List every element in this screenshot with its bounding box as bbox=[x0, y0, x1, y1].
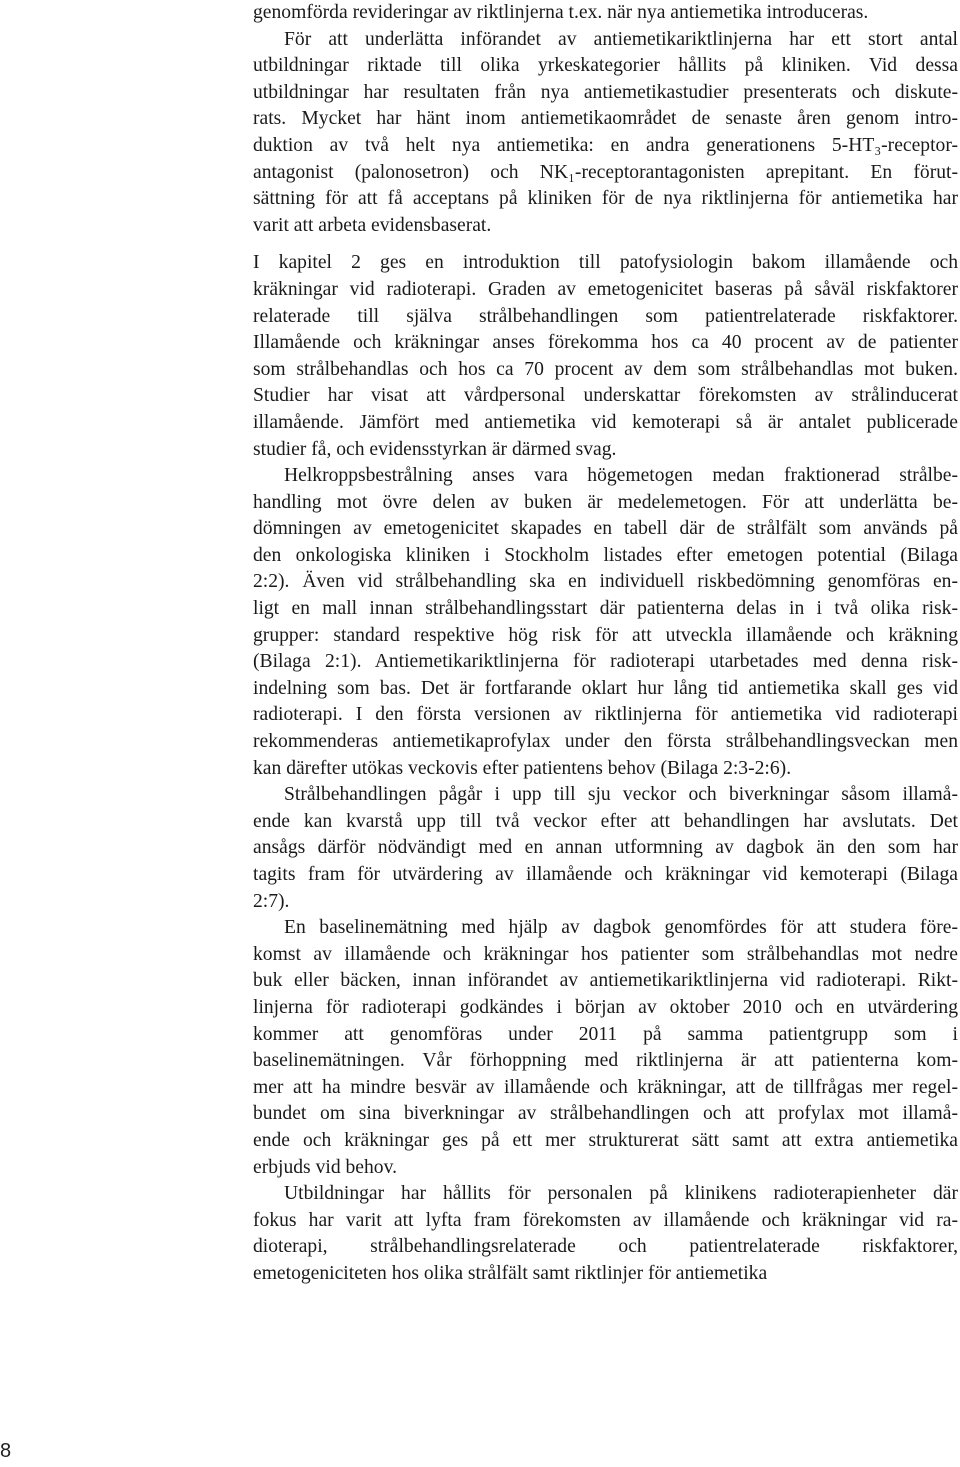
text-line: rekommenderas antiemetikaprofylax under den första strålbehandlingsveckan men bbox=[253, 731, 958, 753]
text-line: ansågs därför nödvändigt med en annan utformning av dagbok än den som har bbox=[253, 837, 958, 859]
paragraph bbox=[253, 915, 958, 1181]
paragraph bbox=[253, 463, 958, 782]
text-line: kommer att genomföras under 2011 på samma patientgrupp som i bbox=[253, 1023, 958, 1045]
text-line: dömningen av emetogenicitet skapades en tabell där de strålfält som används på bbox=[253, 518, 958, 540]
text-line: indelning som bas. Det är fortfarande oklart hur lång tid antiemetika skall ges vid bbox=[253, 677, 958, 699]
text-line: En baselinemätning med hjälp av dagbok genomfördes för att studera före- bbox=[284, 917, 958, 939]
text-line: handling mot övre delen av buken är medelemetogen. För att underlätta be- bbox=[253, 491, 958, 513]
paragraph bbox=[253, 1181, 958, 1287]
text-line: 2:7). bbox=[253, 890, 290, 912]
text-line: ende kan kvarstå upp till två veckor efter att behandlingen har avslutats. Det bbox=[253, 810, 958, 832]
paragraph bbox=[253, 250, 958, 463]
text-line: kräkningar vid radioterapi. Graden av emetogenicitet baseras på såväl riskfaktorer bbox=[253, 278, 958, 300]
text-line: ende och kräkningar ges på ett mer strukturerat sätt samt att extra antiemetika bbox=[253, 1129, 958, 1151]
text-line: fokus har varit att lyfta fram förekomsten av illamående och kräkningar vid ra- bbox=[253, 1209, 958, 1231]
text-line: duktion av två helt nya antiemetika: en andra generationens 5-HT₃-receptor- bbox=[253, 134, 958, 156]
document-body bbox=[253, 0, 958, 1288]
text-line: den onkologiska kliniken i Stockholm listades efter emetogen potential (Bilaga bbox=[253, 544, 958, 566]
text-line: Illamående och kräkningar anses förekomma hos ca 40 procent av de patienter bbox=[253, 332, 958, 354]
text-column bbox=[253, 0, 958, 1288]
text-line: utbildningar har resultaten från nya antiemetikastudier presenterats och diskute- bbox=[253, 81, 958, 103]
text-line: Utbildningar har hållits för personalen på klinikens radioterapienheter där bbox=[284, 1183, 958, 1205]
text-line: kan därefter utökas veckovis efter patientens behov (Bilaga 2:3-2:6). bbox=[253, 757, 792, 779]
text-line: (Bilaga 2:1). Antiemetikariktlinjerna för radioterapi utarbetades med denna risk- bbox=[253, 651, 958, 673]
text-line: Strålbehandlingen pågår i upp till sju veckor och biverkningar såsom illamå- bbox=[284, 784, 958, 806]
text-line: tagits fram för utvärdering av illamående och kräkningar vid kemoterapi (Bilaga bbox=[253, 864, 958, 885]
text-line: relaterade till själva strålbehandlingen som patientrelaterade riskfaktorer. bbox=[253, 305, 958, 327]
text-line: utbildningar riktade till olika yrkeskategorier hållits på kliniken. Vid dessa bbox=[253, 55, 958, 77]
text-line: antagonist (palonosetron) och NK₁-receptorantagonisten aprepitant. En förut- bbox=[253, 161, 958, 183]
page-number: 8 bbox=[0, 1440, 12, 1462]
text-line: grupper: standard respektive hög risk för att utveckla illamående och kräkning bbox=[253, 624, 958, 646]
text-line: I kapitel 2 ges en introduktion till patofysiologin bakom illamående och bbox=[253, 252, 958, 274]
paragraph bbox=[253, 0, 958, 27]
text-line: ligt en mall innan strålbehandlingsstart där patienterna delas in i två olika risk- bbox=[253, 598, 958, 620]
text-line: 2:2). Även vid strålbehandling ska en individuell riskbedömning genomföras en- bbox=[253, 571, 958, 593]
text-line: sättning för att få acceptans på kliniken för de nya riktlinjerna för antiemetika har bbox=[253, 188, 958, 210]
text-line: buk eller bäcken, innan införandet av antiemetikariktlinjerna vid radioterapi. Rikt- bbox=[253, 970, 958, 992]
text-line: baselinemätningen. Vår förhoppning med riktlinjerna är att patienterna kom- bbox=[253, 1050, 958, 1072]
text-line: som strålbehandlas och hos ca 70 procent av dem som strålbehandlas mot buken. bbox=[253, 358, 958, 380]
text-line: radioterapi. I den första versionen av riktlinjerna för antiemetika vid radioterapi bbox=[253, 704, 958, 726]
text-line: rats. Mycket har hänt inom antiemetikaområdet de senaste åren genom intro- bbox=[253, 108, 958, 130]
paragraph bbox=[253, 782, 958, 915]
text-line: studier få, och evidensstyrkan är därmed svag. bbox=[253, 438, 617, 460]
text-line: emetogeniciteten hos olika strålfält samt riktlinjer för antiemetika bbox=[253, 1262, 768, 1284]
text-line: varit att arbeta evidensbaserat. bbox=[253, 214, 492, 236]
text-line: bundet om sina biverkningar av strålbehandlingen och att profylax mot illamå- bbox=[253, 1103, 958, 1125]
text-line: För att underlätta införandet av antiemetikariktlinjerna har ett stort antal bbox=[284, 28, 958, 50]
text-line: Helkroppsbestrålning anses vara högemetogen medan fraktionerad strålbe- bbox=[284, 465, 958, 487]
text-line: erbjuds vid behov. bbox=[253, 1156, 398, 1178]
text-line: Studier har visat att vårdpersonal underskattar förekomsten av strålinducerat bbox=[253, 385, 958, 407]
paragraph bbox=[253, 27, 958, 240]
text-line: linjerna för radioterapi godkändes i början av oktober 2010 och en utvärdering bbox=[253, 996, 958, 1018]
paragraph-gap bbox=[253, 239, 958, 250]
text-line: dioterapi, strålbehandlingsrelaterade och patientrelaterade riskfaktorer, bbox=[253, 1236, 958, 1258]
text-line: komst av illamående och kräkningar hos patienter som strålbehandlas mot nedre bbox=[253, 943, 958, 965]
text-line: illamående. Jämfört med antiemetika vid kemoterapi så är antalet publicerade bbox=[253, 411, 958, 433]
text-line: genomförda revideringar av riktlinjerna t.ex. när nya antiemetika introduceras. bbox=[253, 2, 869, 23]
text-line: mer att ha mindre besvär av illamående och kräkningar, att de tillfrågas mer regel- bbox=[253, 1076, 958, 1098]
